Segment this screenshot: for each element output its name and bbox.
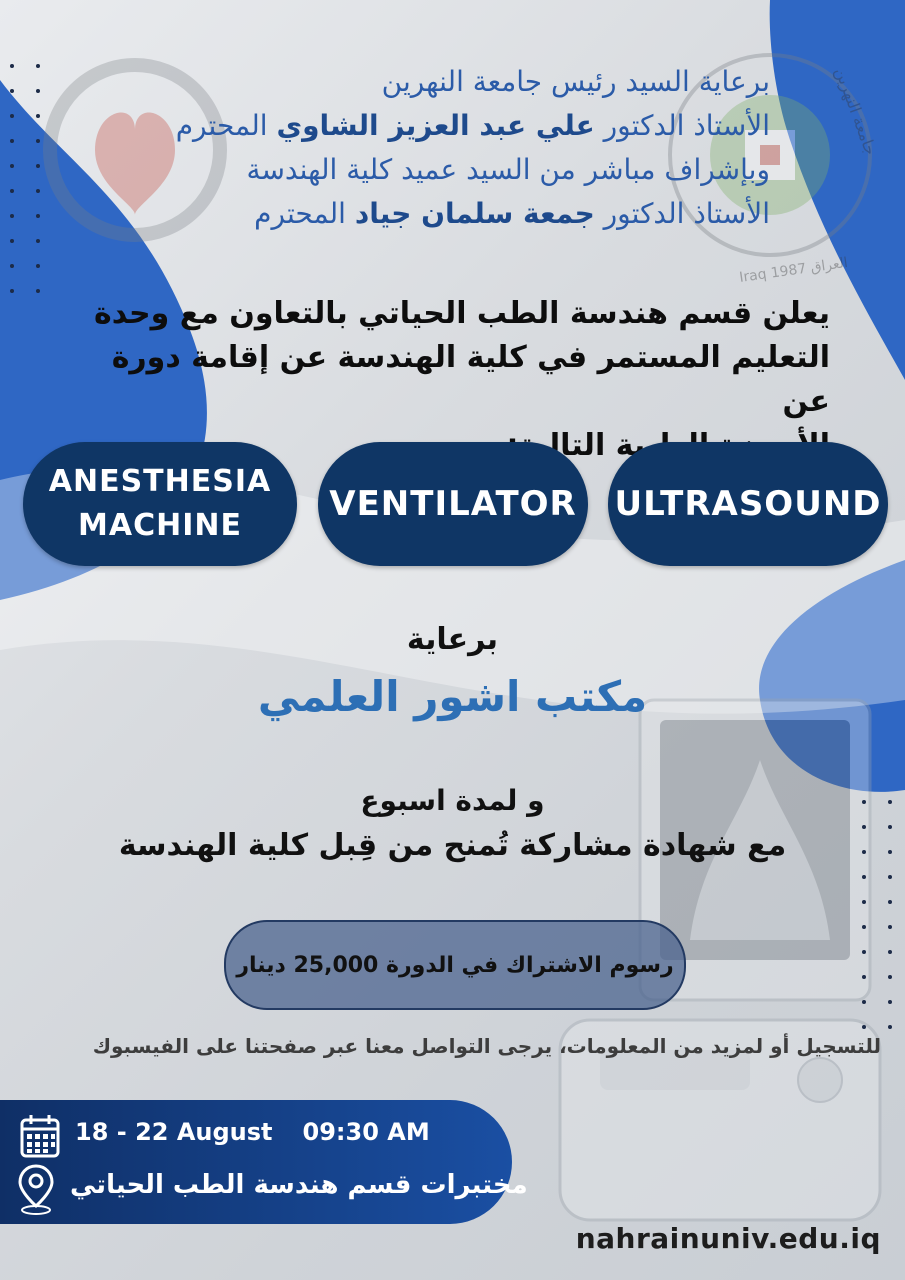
- announcement-line-2: التعليم المستمر في كلية الهندسة عن إقامة دورة عن: [111, 340, 830, 419]
- header-line-2-suffix: المحترم: [175, 109, 268, 142]
- president-name: علي عبد العزيز الشاوي: [276, 109, 595, 142]
- device-pill-ventilator: [318, 442, 588, 566]
- header-line-2: [120, 104, 770, 148]
- patronage-header: [120, 60, 770, 236]
- header-line-3: وبإشراف مباشر من السيد عميد كلية الهندسة: [246, 153, 770, 186]
- anesthesia-line-1: ANESTHESIA: [48, 464, 272, 499]
- dean-name: جمعة سلمان جياد: [354, 197, 595, 230]
- certificate-text: مع شهادة مشاركة تُمنح من قِبل كلية الهندسة: [118, 828, 787, 863]
- announcement-line-3: التالية:: [506, 428, 606, 463]
- header-line-4-suffix: المحترم: [254, 197, 346, 230]
- sponsor-label: برعاية: [406, 622, 499, 657]
- announcement-line-1: يعلن قسم هندسة الطب الحياتي بالتعاون مع وحدة: [93, 296, 830, 331]
- device-pill-ultrasound: [608, 442, 888, 566]
- header-line-4-prefix: الأستاذ الدكتور: [603, 197, 770, 230]
- header-line-2-prefix: الأستاذ الدكتور: [603, 109, 770, 142]
- event-venue: مختبرات قسم هندسة الطب الحياتي: [70, 1170, 528, 1200]
- sponsor-name: مكتب اشور العلمي: [257, 672, 648, 721]
- header-line-4: [120, 192, 770, 236]
- location-pin-icon: [14, 1162, 58, 1216]
- duration-text: و لمدة اسبوع: [360, 784, 545, 817]
- website-link[interactable]: nahrainuniv.edu.iq: [575, 1222, 881, 1255]
- event-time: 09:30 AM: [302, 1118, 430, 1146]
- fee-text: رسوم الاشتراك في الدورة 25,000 دينار: [236, 952, 674, 978]
- right-logo-year: Iraq 1987 العراق: [738, 254, 849, 286]
- ventilator-label: VENTILATOR: [329, 484, 577, 524]
- device-pill-anesthesia: [23, 442, 297, 566]
- dots-top-left: [10, 64, 40, 293]
- header-line-1: برعاية السيد رئيس جامعة النهرين: [381, 65, 770, 98]
- event-dates: 18 - 22 August: [75, 1118, 273, 1146]
- fee-box: [224, 920, 686, 1010]
- contact-text: للتسجيل أو لمزيد من المعلومات، يرجى التواصل معنا عبر صفحتنا على الفيسبوك: [92, 1034, 881, 1058]
- anesthesia-line-2: MACHINE: [78, 508, 242, 543]
- calendar-icon: [20, 1114, 60, 1158]
- ultrasound-label: ULTRASOUND: [614, 484, 882, 524]
- right-logo-ar-text: جامعة النهرين: [831, 64, 881, 158]
- event-datetime: [75, 1118, 430, 1146]
